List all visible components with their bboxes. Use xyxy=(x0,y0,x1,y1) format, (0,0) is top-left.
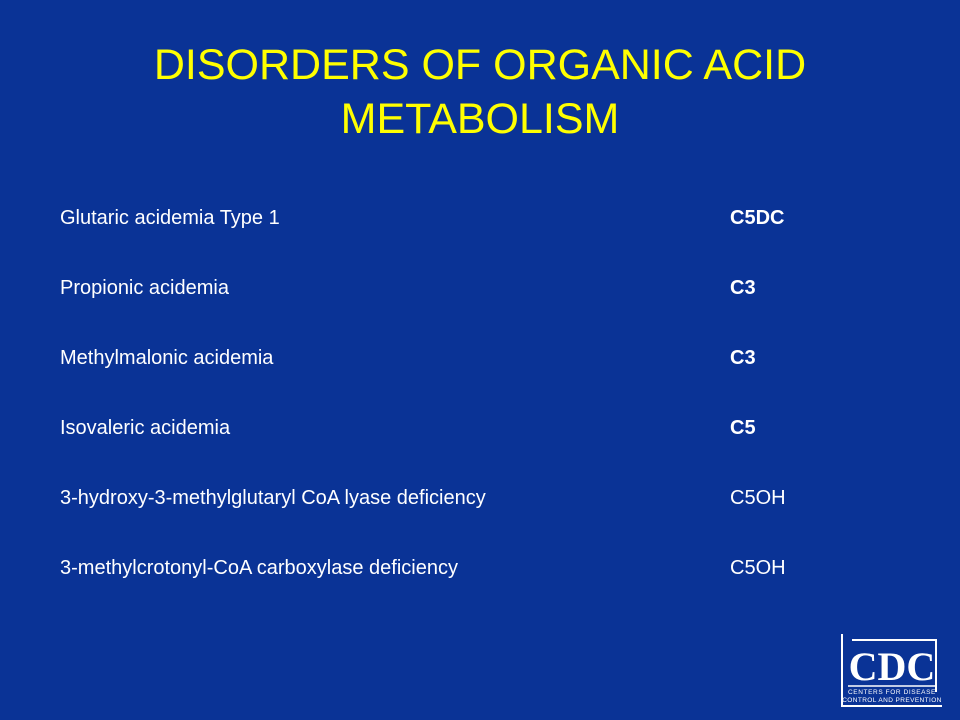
marker-code: C3 xyxy=(730,347,756,369)
disorder-row xyxy=(60,343,840,373)
marker-code: C5DC xyxy=(730,207,785,229)
disorder-name: 3-hydroxy-3-methylglutaryl CoA lyase deficiency xyxy=(60,487,486,509)
cdc-logo-icon xyxy=(840,630,944,710)
disorder-name: 3-methylcrotonyl-CoA carboxylase deficiency xyxy=(60,557,458,579)
logo-tagline-2: CONTROL AND PREVENTION xyxy=(842,697,942,704)
disorder-row xyxy=(60,273,840,303)
marker-code: C5OH xyxy=(730,557,786,579)
slide-title: DISORDERS OF ORGANIC ACID METABOLISM xyxy=(153,41,807,143)
disorder-row xyxy=(60,553,840,583)
logo-text: CDC xyxy=(848,644,936,689)
disorder-row xyxy=(60,203,840,233)
disorder-name: Methylmalonic acidemia xyxy=(60,347,274,369)
marker-code: C5OH xyxy=(730,487,786,509)
disorder-row xyxy=(60,413,840,443)
marker-code: C5 xyxy=(730,417,756,439)
disorder-name: Glutaric acidemia Type 1 xyxy=(60,207,280,229)
disorder-row xyxy=(60,483,840,513)
marker-code: C3 xyxy=(730,277,756,299)
logo-tagline-1: CENTERS FOR DISEASE xyxy=(848,689,936,696)
disorder-name: Propionic acidemia xyxy=(60,277,229,299)
disorder-name: Isovaleric acidemia xyxy=(60,417,231,439)
